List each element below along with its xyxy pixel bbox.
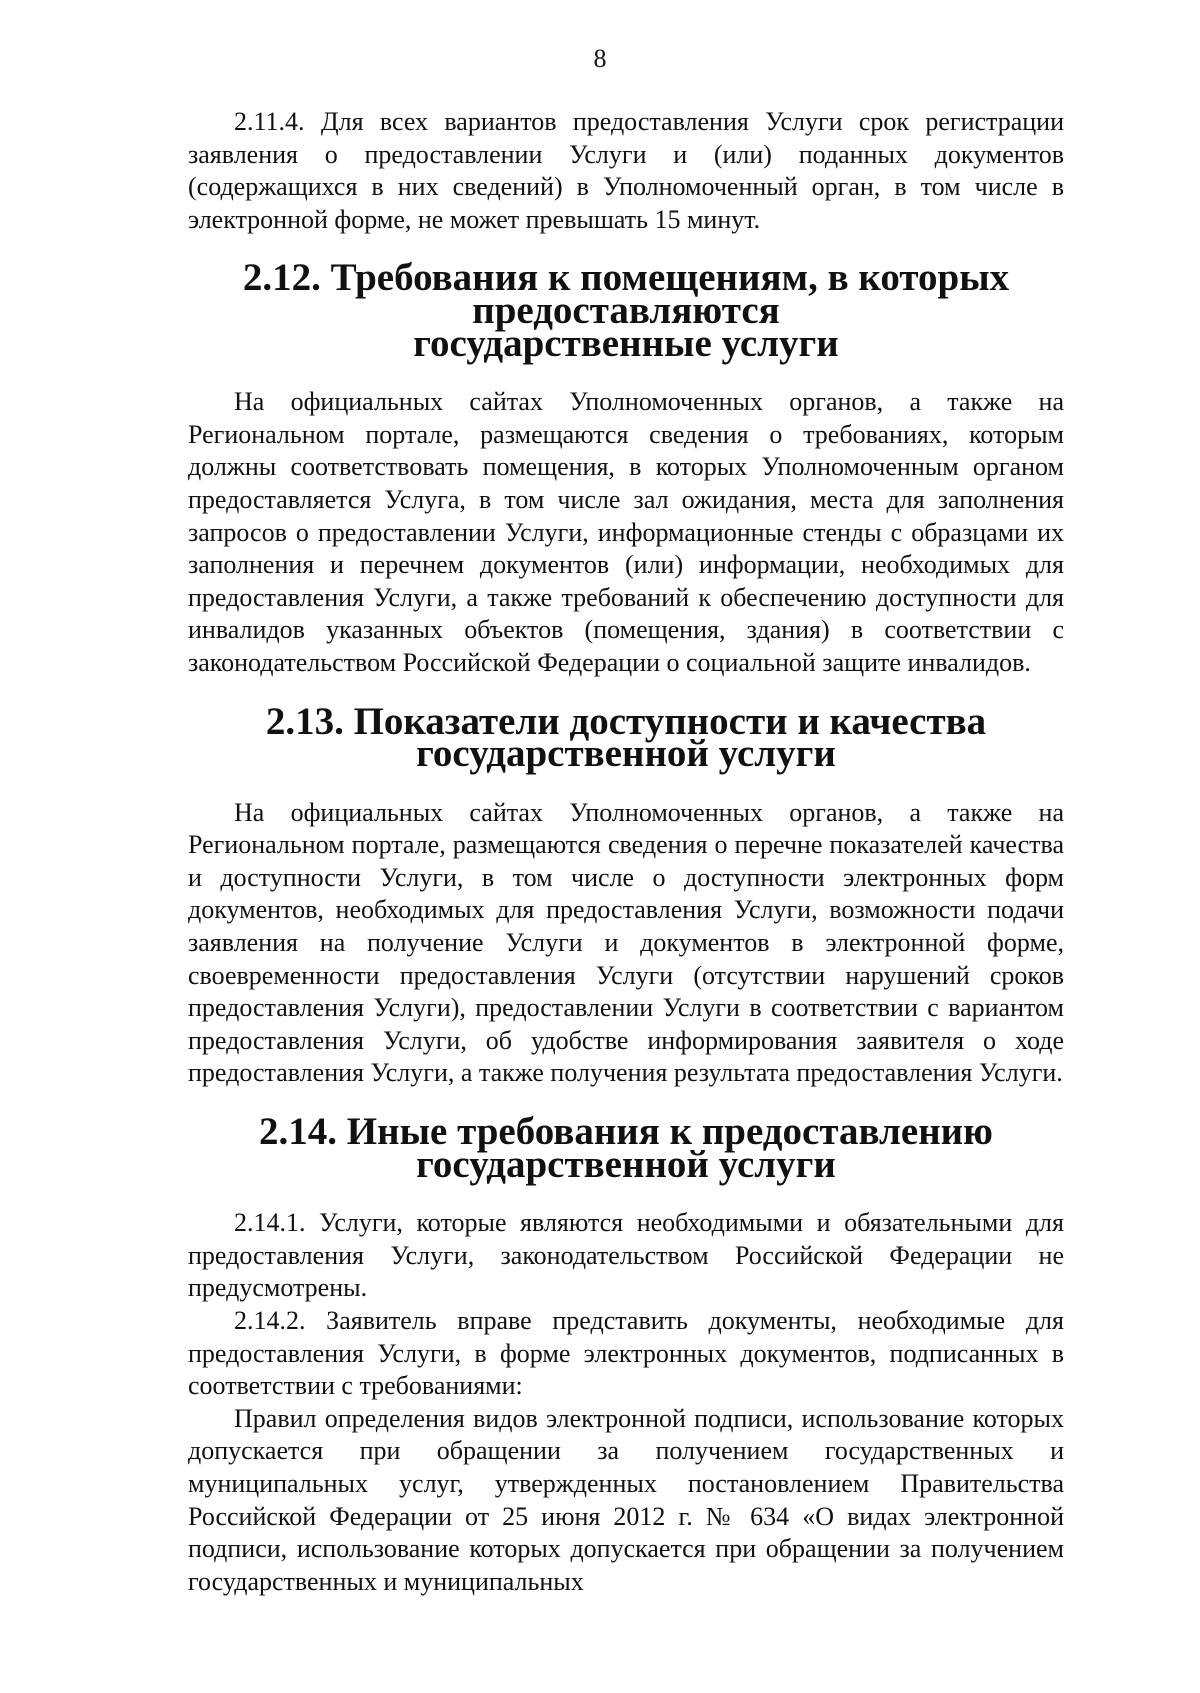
paragraph-2-13: На официальных сайтах Уполномоченных органов, а также на Региональном портале, размещаются сведения о перечне показателей качества и доступности Услуги, в том числе о доступности электронных форм документов, необходимых для предоставления Услуги, возможности подачи заявления на получение Услуги и документов в электронной форме, своевременности предоставления Услуги (отсутствии нарушений сроков предоставления Услуги), предоставлении Услуги в соответствии с вариантом предоставления Услуги, об удобстве информирования заявителя о ходе предоставления Услуги, а также получения результата предоставления Услуги.	[188, 797, 1064, 1088]
page-number: 8	[593, 44, 607, 73]
paragraph-2-12: На официальных сайтах Уполномоченных органов, а также на Региональном портале, размещаются сведения о требованиях, которым должны соответствовать помещения, в которых Уполномоченным органом предоставляется Услуга, в том числе зал ожидания, места для заполнения запросов о предоставлении Услуги, информационные стенды с образцами их заполнения и перечнем документов (или) информации, необходимых для предоставления Услуги, а также требований к обеспечению доступности для инвалидов указанных объектов (помещения, здания) в соответствии с законодательством Российской Федерации о социальной защите инвалидов.	[188, 387, 1064, 677]
heading-line: 2.12. Требования к помещениям, в которых предоставляются	[242, 256, 1010, 332]
paragraph-rules: Правил определения видов электронной подписи, использование которых допускается при обращении за получением государственных и муниципальных услуг, утвержденных постановлением Правительства Российской Федерации от 25 июня 2012 г. № 634 «О видах электронной подписи, использование которых допускается при обращении за получением государственных и муниципальных	[188, 1403, 1064, 1596]
section-heading-2-12	[188, 256, 1064, 365]
section-heading-2-14	[188, 1110, 1064, 1186]
paragraph-2-14-1: 2.14.1. Услуги, которые являются необходимыми и обязательными для предоставления Услуги, законодательством Российской Федерации не предусмотрены.	[188, 1208, 1064, 1303]
paragraph-2-14-2: 2.14.2. Заявитель вправе представить документы, необходимые для предоставления Услуги, в форме электронных документов, подписанных в соответствии с требованиями:	[188, 1306, 1064, 1401]
paragraph-2-11-4: 2.11.4. Для всех вариантов предоставления Услуги срок регистрации заявления о предоставлении Услуги и (или) поданных документов (содержащихся в них сведений) в Уполномоченный орган, в том числе в электронной форме, не может превышать 15 минут.	[188, 107, 1064, 234]
section-heading-2-13	[188, 699, 1064, 776]
heading-line: 2.14. Иные требования к предоставлению	[259, 1110, 993, 1154]
heading-line: государственной услуги	[416, 1142, 836, 1186]
heading-line: государственные услуги	[413, 321, 839, 365]
heading-line: государственной услуги	[416, 732, 836, 776]
document-body	[188, 106, 1064, 1598]
heading-line: 2.13. Показатели доступности и качества	[265, 699, 987, 743]
